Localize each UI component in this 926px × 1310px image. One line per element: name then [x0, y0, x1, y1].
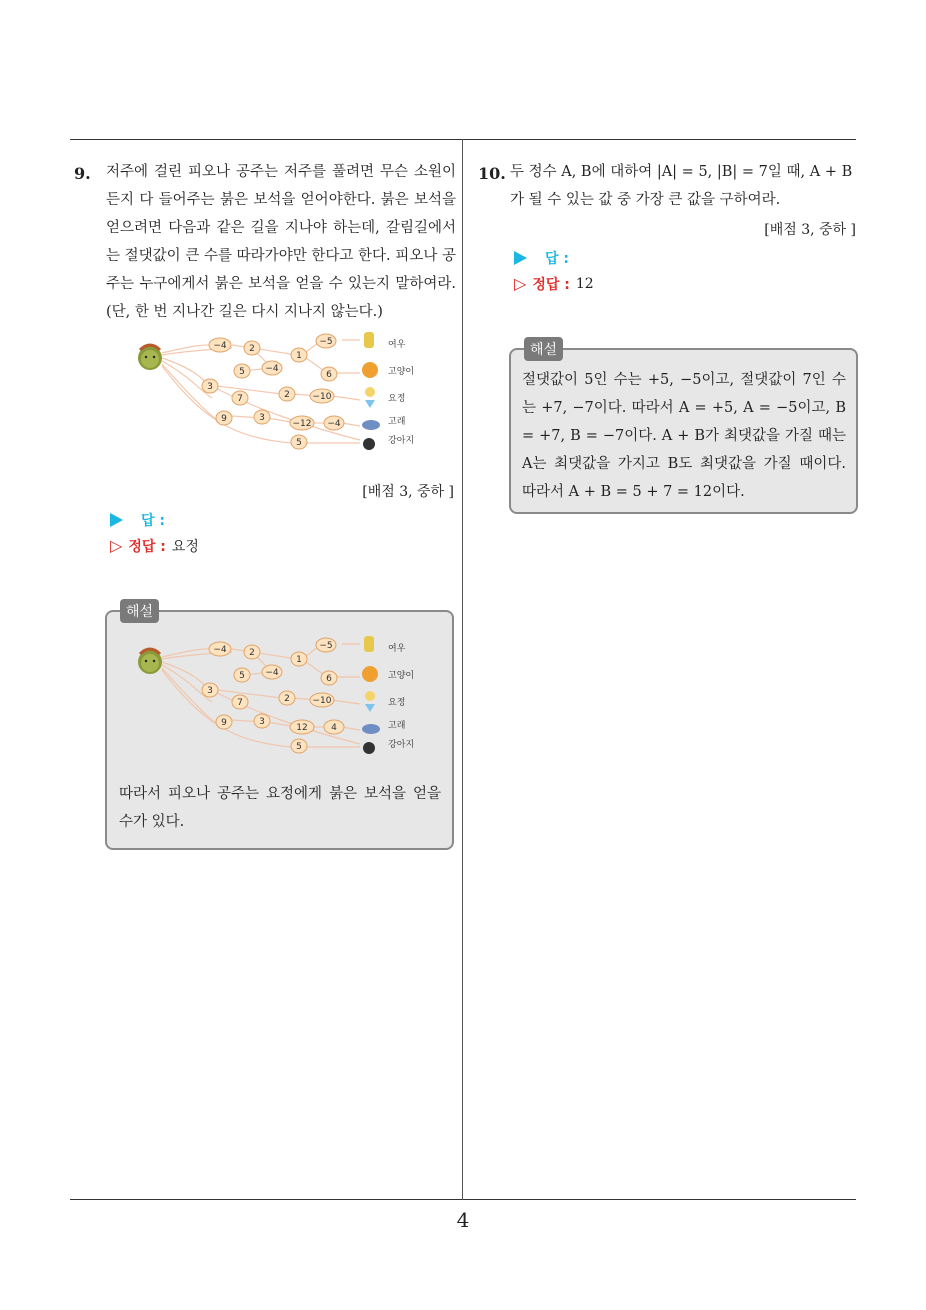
q10-score: [배점 3, 중하 ] [764, 222, 856, 238]
svg-text:12: 12 [296, 723, 308, 733]
svg-text:−4: −4 [213, 341, 227, 351]
svg-text:1: 1 [296, 351, 302, 361]
svg-text:2: 2 [284, 694, 290, 704]
q9-explanation-tag: 해설 [120, 599, 159, 623]
q10-explanation-tag: 해설 [524, 337, 563, 361]
q9-correct-value: 요정 [171, 539, 199, 555]
top-rule [70, 139, 856, 140]
svg-text:−4: −4 [213, 645, 227, 655]
dest-label-fairy-2: 요정 [388, 698, 406, 708]
dest-label-cat: 고양이 [388, 367, 415, 377]
svg-text:5: 5 [239, 671, 245, 681]
q9-path-diagram [132, 328, 432, 453]
svg-text:−4: −4 [265, 668, 279, 678]
q9-explanation-diagram [132, 632, 432, 757]
svg-text:9: 9 [221, 718, 227, 728]
destination-icons-2 [362, 636, 380, 754]
svg-text:6: 6 [326, 370, 332, 380]
destination-icons [362, 332, 380, 450]
answer-arrow-icon-2 [514, 251, 527, 265]
svg-text:5: 5 [239, 367, 245, 377]
bottom-rule [70, 1199, 856, 1200]
dest-label-fairy: 요정 [388, 394, 406, 404]
q10-correct-row [514, 274, 594, 294]
svg-text:1: 1 [296, 655, 302, 665]
dest-label-cat-2: 고양이 [388, 671, 415, 681]
q9-answer-label: 답 : [141, 513, 165, 529]
svg-text:−4: −4 [265, 364, 279, 374]
q10-correct-label: 정답 : [532, 277, 570, 293]
svg-text:3: 3 [259, 413, 265, 423]
princess-icon-2 [138, 649, 162, 674]
svg-text:−12: −12 [292, 419, 312, 429]
dest-label-fox-2: 여우 [388, 644, 406, 654]
svg-text:3: 3 [259, 717, 265, 727]
q9-answer-row [110, 510, 165, 530]
svg-text:2: 2 [284, 390, 290, 400]
answer-arrow-icon [110, 513, 123, 527]
dest-label-whale-2: 고래 [388, 721, 406, 731]
q9-correct-row [110, 536, 199, 556]
q9-number: 9. [74, 164, 91, 183]
q9-score: [배점 3, 중하 ] [362, 484, 454, 500]
dest-label-dog: 강아지 [388, 436, 415, 446]
svg-text:−10: −10 [312, 392, 332, 402]
q9-correct-label: 정답 : [128, 539, 166, 555]
dest-label-fox: 여우 [388, 340, 406, 350]
svg-text:−5: −5 [319, 641, 333, 651]
svg-text:−10: −10 [312, 696, 332, 706]
svg-text:9: 9 [221, 414, 227, 424]
svg-text:−5: −5 [319, 337, 333, 347]
correct-arrow-icon-2: ▷ [514, 274, 527, 293]
svg-text:2: 2 [249, 648, 255, 658]
page-number: 4 [456, 1208, 470, 1232]
svg-text:3: 3 [207, 382, 213, 392]
q10-answer-label: 답 : [545, 251, 569, 267]
q10-text-line1: 두 정수 A, B에 대하여 |A| = 5, |B| = 7일 때, A + B [510, 164, 853, 180]
dest-label-whale: 고래 [388, 417, 406, 427]
svg-text:2: 2 [249, 344, 255, 354]
q10-text-line2: 가 될 수 있는 값 중 가장 큰 값을 구하여라. [510, 192, 781, 208]
column-divider [462, 139, 463, 1200]
q9-text: 저주에 걸린 피오나 공주는 저주를 풀려면 무슨 소원이든지 다 들어주는 붉은 보석을 얻어야한다. 붉은 보석을 얻으려면 다음과 같은 길을 지나야 하는데, 갈림길에서는 절댓값이 큰 수를 따라가야만 한다고 한다. 피오나 공주는 누구에게서 붉은 보석을 얻을 수 있는지 말하여라. (단, 한 번 지나간 길은 다시 지나지 않는다.) [106, 164, 456, 320]
correct-arrow-icon: ▷ [110, 536, 123, 555]
q9-explanation-text: 따라서 피오나 공주는 요정에게 붉은 보석을 얻을 수가 있다. [119, 786, 441, 830]
q10-number: 10. [478, 164, 506, 183]
svg-text:6: 6 [326, 674, 332, 684]
q9-diagram-labels [388, 332, 414, 455]
svg-text:5: 5 [296, 438, 302, 448]
q10-answer-row [514, 248, 569, 268]
princess-icon [138, 345, 162, 370]
q9-explanation-diagram-labels [388, 636, 414, 759]
svg-text:5: 5 [296, 742, 302, 752]
svg-text:7: 7 [237, 394, 243, 404]
q10-explanation-text: 절댓값이 5인 수는 +5, −5이고, 절댓값이 7인 수는 +7, −7이다. 따라서 A = +5, A = −5이고, B = +7, B = −7이다. A + B가 최댓값을 가질 때는 A는 최댓값을 가지고 B도 최댓값을 가질 때이다. 따라서 A + B = 5 + 7 = 12이다. [522, 372, 846, 500]
svg-text:−4: −4 [327, 419, 341, 429]
svg-text:3: 3 [207, 686, 213, 696]
svg-text:7: 7 [237, 698, 243, 708]
svg-text:4: 4 [331, 723, 337, 733]
q10-correct-value: 12 [575, 276, 594, 292]
dest-label-dog-2: 강아지 [388, 740, 415, 750]
